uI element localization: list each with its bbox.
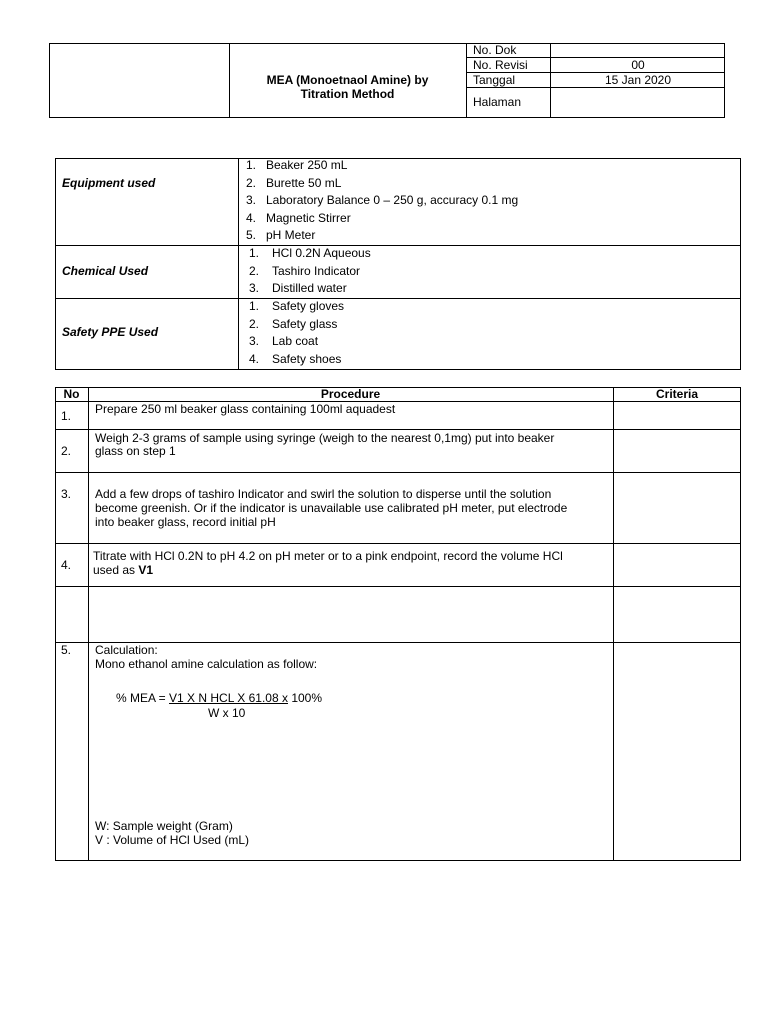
- header-row-line: [466, 87, 725, 88]
- step-text: become greenish. Or if the indicator is unavailable use calibrated pH meter, put electrode: [95, 501, 568, 515]
- step-text: [93, 563, 153, 577]
- step-text: Prepare 250 ml beaker glass containing 100ml aquadest: [95, 402, 396, 416]
- ppe-item: Safety shoes: [272, 352, 342, 366]
- column-header-criteria: Criteria: [655, 387, 699, 401]
- formula-prefix: % MEA =: [116, 691, 170, 705]
- step-number: 4.: [61, 558, 72, 572]
- equipment-label: Equipment used: [62, 176, 156, 190]
- step-text: glass on step 1: [95, 444, 176, 458]
- date-value: 15 Jan 2020: [604, 73, 672, 87]
- formula-suffix: 100%: [287, 691, 323, 705]
- list-item-number: 4.: [249, 352, 260, 366]
- document-title-line2: Titration Method: [300, 87, 395, 101]
- procedure-table: [55, 387, 741, 861]
- step-number: 5.: [61, 643, 72, 657]
- materials-divider: [238, 158, 239, 370]
- chemical-label: Chemical Used: [62, 264, 149, 278]
- chemical-item: Tashiro Indicator: [272, 264, 361, 278]
- list-item-number: 5.: [246, 228, 257, 242]
- step-text-prefix: used as: [93, 563, 139, 577]
- column-header-procedure: Procedure: [320, 387, 381, 401]
- list-item-number: 2.: [249, 317, 260, 331]
- list-item-number: 2.: [249, 264, 260, 278]
- date-label: Tanggal: [473, 73, 516, 87]
- step-text: Titrate with HCl 0.2N to pH 4.2 on pH meter or to a pink endpoint, record the volume HCl: [93, 549, 563, 563]
- list-item-number: 1.: [246, 158, 257, 172]
- materials-row-line: [55, 298, 741, 299]
- revision-label: No. Revisi: [473, 58, 528, 72]
- list-item-number: 3.: [246, 193, 257, 207]
- step-text: Weigh 2-3 grams of sample using syringe (weigh to the nearest 0,1mg) put into beaker: [95, 431, 555, 445]
- step-number: 2.: [61, 444, 72, 458]
- equipment-item: Magnetic Stirrer: [266, 211, 351, 225]
- doc-number-label: No. Dok: [473, 43, 517, 57]
- volume-symbol: V1: [138, 563, 154, 577]
- formula-numerator: V1 X N HCL X 61.08 x: [169, 691, 288, 705]
- ppe-item: Lab coat: [272, 334, 319, 348]
- equipment-item: Beaker 250 mL: [266, 158, 348, 172]
- list-item-number: 2.: [246, 176, 257, 190]
- column-header-no: No: [63, 387, 80, 401]
- procedure-divider: [613, 387, 614, 861]
- list-item-number: 1.: [249, 246, 260, 260]
- procedure-row-line: [55, 472, 741, 473]
- list-item-number: 3.: [249, 334, 260, 348]
- ppe-label: Safety PPE Used: [62, 325, 159, 339]
- ppe-item: Safety glass: [272, 317, 338, 331]
- procedure-row-line: [55, 543, 741, 544]
- procedure-row-line: [55, 642, 741, 643]
- equipment-item: Laboratory Balance 0 – 250 g, accuracy 0.1 mg: [266, 193, 519, 207]
- calculation-title: Calculation:: [95, 643, 158, 657]
- step-number: 1.: [61, 409, 72, 423]
- equipment-item: pH Meter: [266, 228, 316, 242]
- list-item-number: 4.: [246, 211, 257, 225]
- document-title: MEA (Monoetnaol Amine) by: [266, 73, 429, 87]
- step-text: into beaker glass, record initial pH: [95, 515, 276, 529]
- procedure-row-line: [55, 586, 741, 587]
- step-text: Add a few drops of tashiro Indicator and swirl the solution to disperse until the solution: [95, 487, 552, 501]
- ppe-item: Safety gloves: [272, 299, 345, 313]
- list-item-number: 1.: [249, 299, 260, 313]
- header-divider: [466, 43, 467, 118]
- chemical-item: HCl 0.2N Aqueous: [272, 246, 371, 260]
- equipment-item: Burette 50 mL: [266, 176, 342, 190]
- calculation-description: Mono ethanol amine calculation as follow:: [95, 657, 318, 671]
- note-volume: V : Volume of HCl Used (mL): [95, 833, 250, 847]
- revision-value: 00: [631, 58, 645, 72]
- step-number: 3.: [61, 487, 72, 501]
- page-label: Halaman: [473, 95, 522, 109]
- materials-row-line: [55, 245, 741, 246]
- list-item-number: 3.: [249, 281, 260, 295]
- chemical-item: Distilled water: [272, 281, 347, 295]
- formula-denominator: W x 10: [208, 706, 246, 720]
- procedure-divider: [88, 387, 89, 861]
- mea-formula: [116, 691, 322, 705]
- note-sample-weight: W: Sample weight (Gram): [95, 819, 233, 833]
- procedure-row-line: [55, 429, 741, 430]
